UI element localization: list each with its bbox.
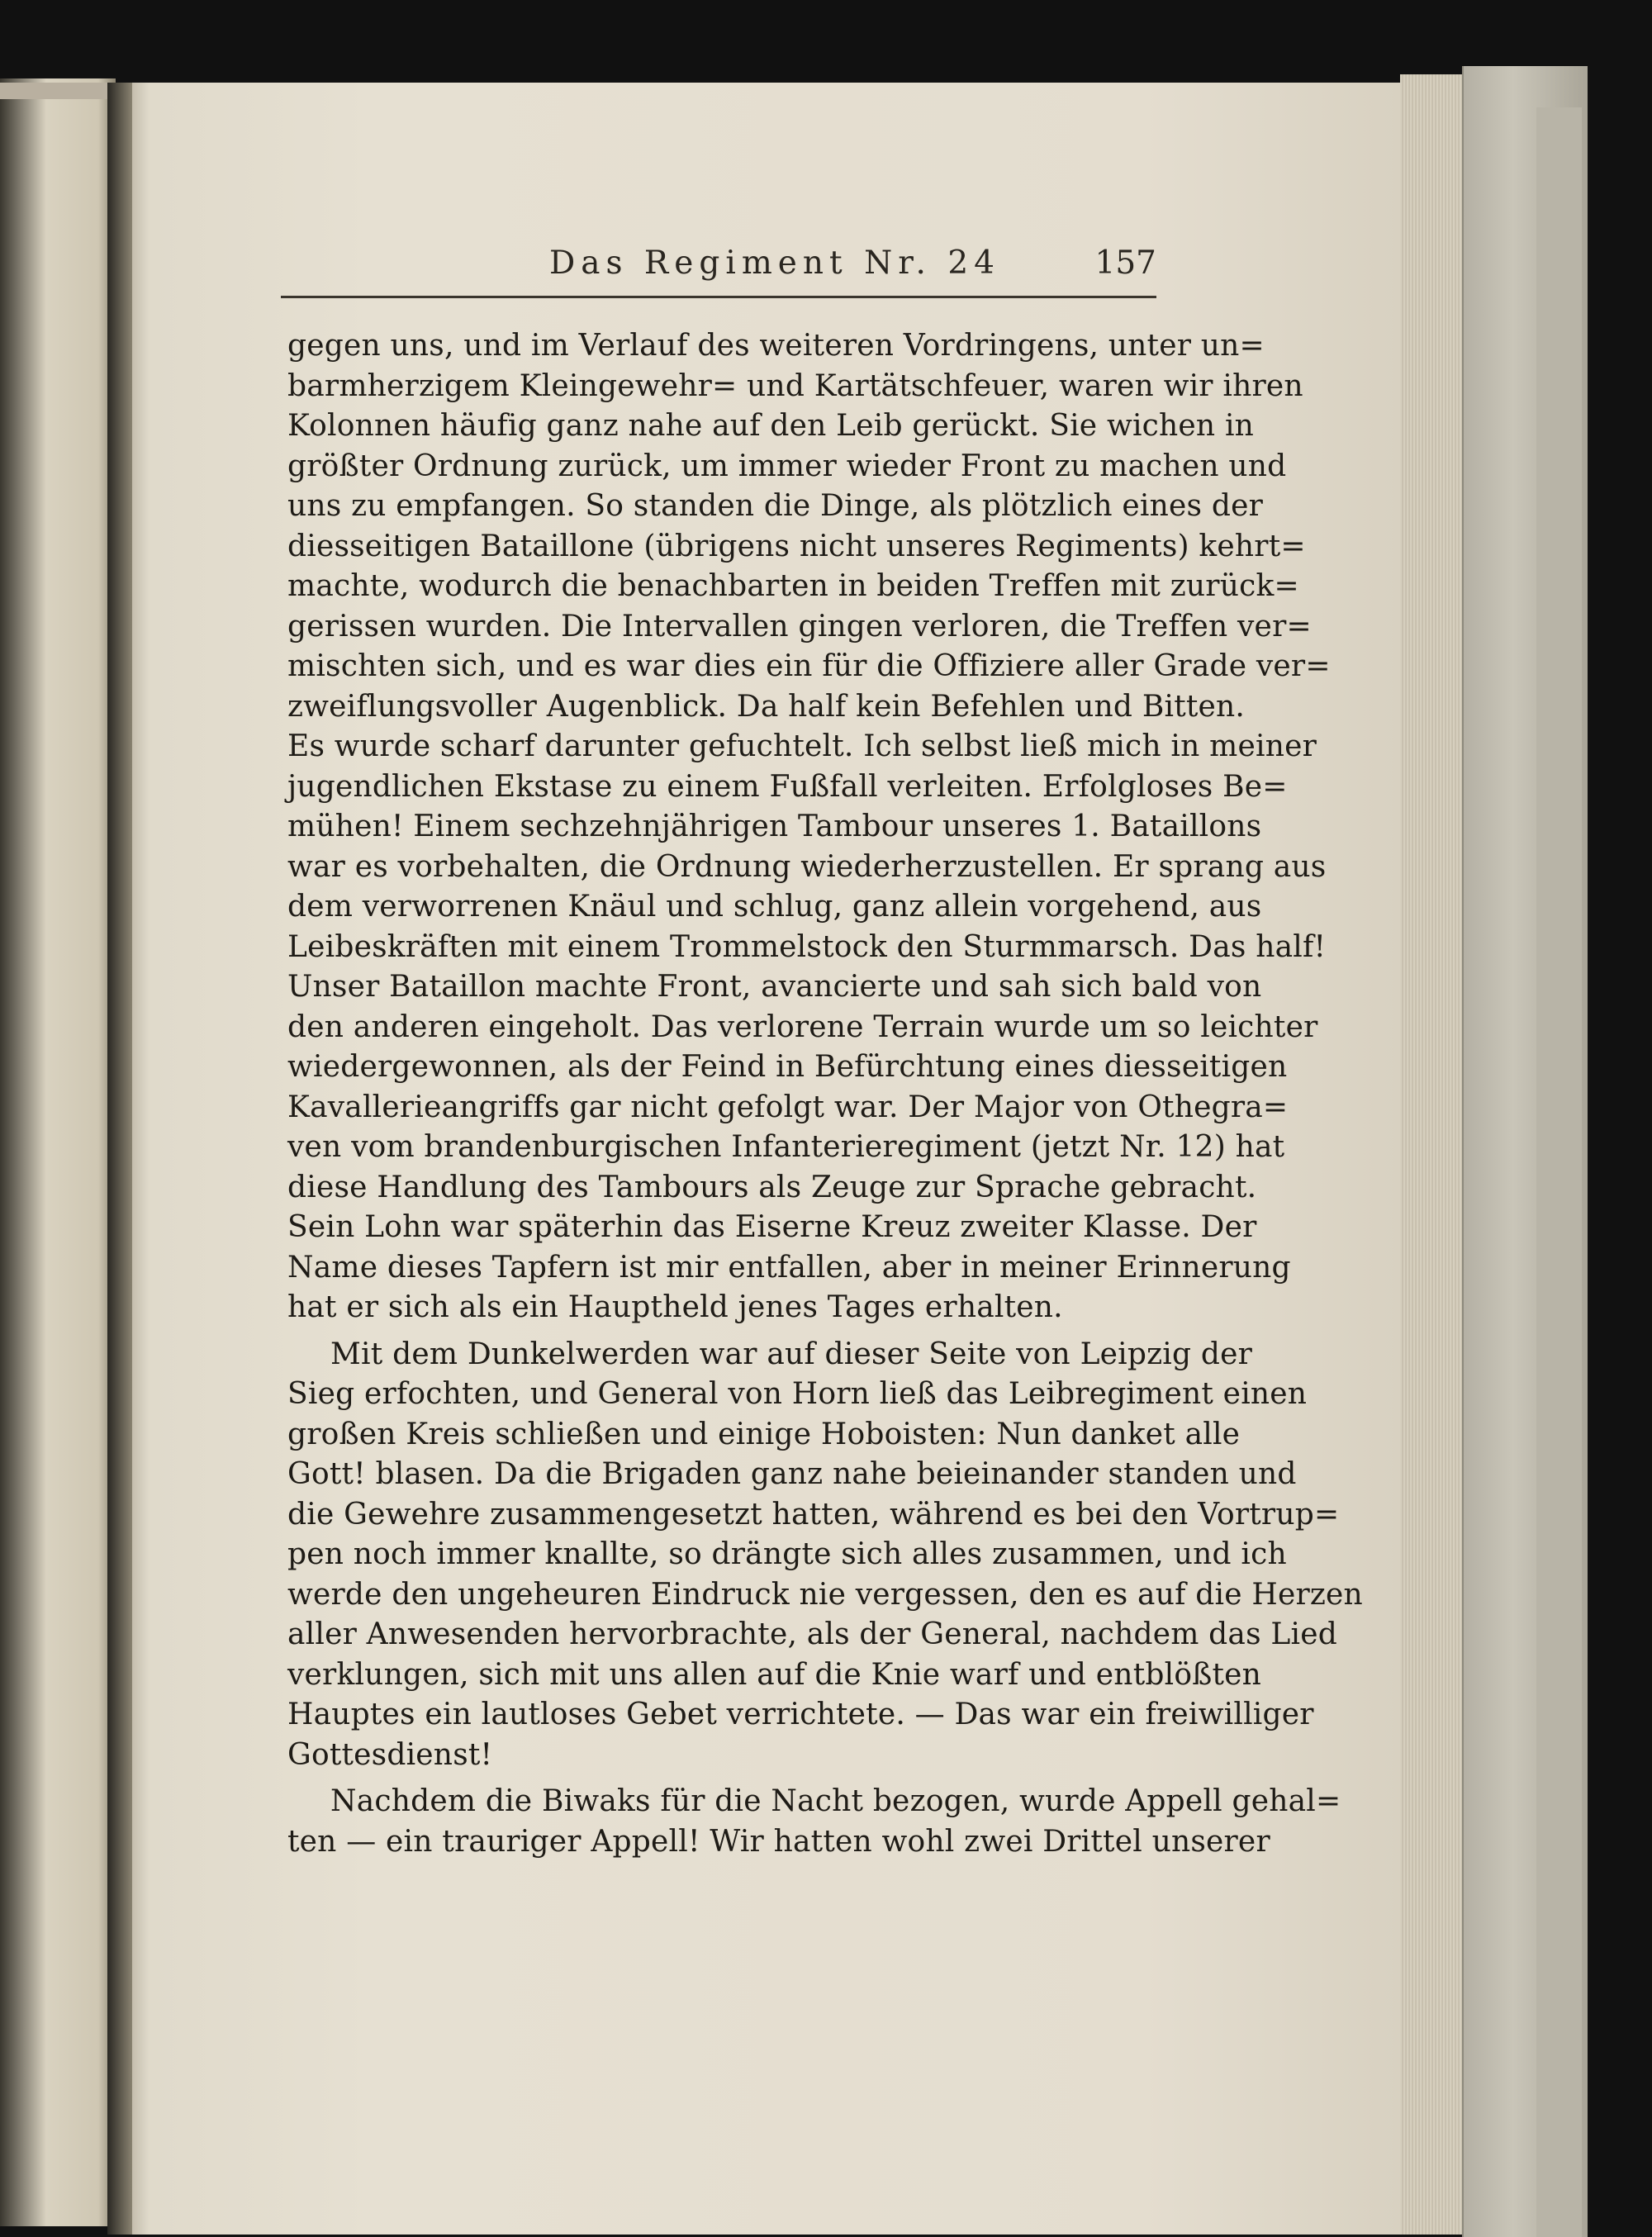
text-line: Unser Bataillon machte Front, avancierte und sah sich bald von <box>287 970 1262 1004</box>
text-line: zweiflungsvoller Augenblick. Da half kein Befehlen und Bitten. <box>287 689 1246 724</box>
text-line: Sein Lohn war späterhin das Eiserne Kreuz zweiter Klasse. Der <box>287 1210 1257 1244</box>
text-line: diesseitigen Bataillone (übrigens nicht unseres Regiments) kehrt= <box>287 529 1306 563</box>
running-header <box>281 245 1156 296</box>
page-number: 157 <box>1094 245 1156 282</box>
text-line: dem verworrenen Knäul und schlug, ganz allein vorgehend, aus <box>287 890 1262 924</box>
book-cover-inner <box>1536 107 1582 2237</box>
text-line: größter Ordnung zurück, um immer wieder Front zu machen und <box>287 449 1287 483</box>
facing-page-curl <box>0 83 107 99</box>
text-line: barmherzigem Kleingewehr= und Kartätschfeuer, waren wir ihren <box>287 368 1303 403</box>
text-line: Es wurde scharf darunter gefuchtelt. Ich selbst ließ mich in meiner <box>287 729 1317 763</box>
text-line: wiedergewonnen, als der Feind in Befürchtung eines diesseitigen <box>287 1050 1288 1084</box>
text-line: pen noch immer knallte, so drängte sich alles zusammen, und ich <box>287 1537 1287 1571</box>
running-title: Das Regiment Nr. 24 <box>549 245 1000 282</box>
text-line: hat er sich als ein Hauptheld jenes Tages erhalten. <box>287 1290 1063 1324</box>
text-line: großen Kreis schließen und einige Hoboisten: Nun danket alle <box>287 1417 1241 1451</box>
text-line: Nachdem die Biwaks für die Nacht bezogen, wurde Appell gehal= <box>330 1784 1341 1818</box>
text-line: Leibeskräften mit einem Trommelstock den Sturmmarsch. Das half! <box>287 929 1327 964</box>
facing-page-edge <box>0 78 116 2226</box>
text-line: uns zu empfangen. So standen die Dinge, als plötzlich eines der <box>287 489 1263 523</box>
text-line: Sieg erfochten, und General von Horn ließ das Leibregiment einen <box>287 1377 1308 1411</box>
text-line: ven vom brandenburgischen Infanterieregiment (jetzt Nr. 12) hat <box>287 1130 1285 1164</box>
text-line: aller Anwesenden hervorbrachte, als der General, nachdem das Lied <box>287 1617 1337 1651</box>
text-line: war es vorbehalten, die Ordnung wiederherzustellen. Er sprang aus <box>287 849 1327 884</box>
text-line: die Gewehre zusammengesetzt hatten, während es bei den Vortrup= <box>287 1497 1340 1532</box>
text-line: Name dieses Tapfern ist mir entfallen, aber in meiner Erinnerung <box>287 1250 1291 1285</box>
text-line: gerissen wurden. Die Intervallen gingen verloren, die Treffen ver= <box>287 609 1312 644</box>
header-rule <box>281 296 1156 298</box>
text-line: mühen! Einem sechzehnjährigen Tambour unseres 1. Bataillons <box>287 810 1262 843</box>
text-line: ten — ein trauriger Appell! Wir hatten wohl zwei Drittel unserer <box>287 1824 1270 1859</box>
text-line: werde den ungeheuren Eindruck nie vergessen, den es auf die Herzen <box>287 1577 1363 1612</box>
text-line: machte, wodurch die benachbarten in beiden Treffen mit zurück= <box>287 569 1299 603</box>
text-line: Hauptes ein lautloses Gebet verrichtete. — Das war ein freiwilliger <box>287 1698 1314 1731</box>
text-line: Gottesdienst! <box>287 1737 493 1772</box>
text-line: verklungen, sich mit uns allen auf die Knie warf und entblößten <box>287 1657 1261 1692</box>
page-block-edges <box>1400 74 1466 2235</box>
text-line: jugendlichen Ekstase zu einem Fußfall verleiten. Erfolgloses Be= <box>287 769 1288 804</box>
text-line: mischten sich, und es war dies ein für die Offiziere aller Grade ver= <box>287 649 1331 683</box>
text-line: diese Handlung des Tambours als Zeuge zur Sprache gebracht. <box>287 1170 1257 1204</box>
text-line: Gott! blasen. Da die Brigaden ganz nahe beieinander standen und <box>287 1457 1297 1491</box>
gutter-shadow <box>107 83 132 2235</box>
body-text <box>287 326 1363 1862</box>
text-line: Kolonnen häufig ganz nahe auf den Leib gerückt. Sie wichen in <box>287 409 1255 443</box>
text-line: gegen uns, und im Verlauf des weiteren Vordringens, unter un= <box>287 329 1265 363</box>
text-line: Kavallerieangriffs gar nicht gefolgt war. Der Major von Othegra= <box>287 1090 1289 1124</box>
text-line: Mit dem Dunkelwerden war auf dieser Seite von Leipzig der <box>330 1337 1253 1371</box>
text-line: den anderen eingeholt. Das verlorene Terrain wurde um so leichter <box>287 1009 1318 1044</box>
